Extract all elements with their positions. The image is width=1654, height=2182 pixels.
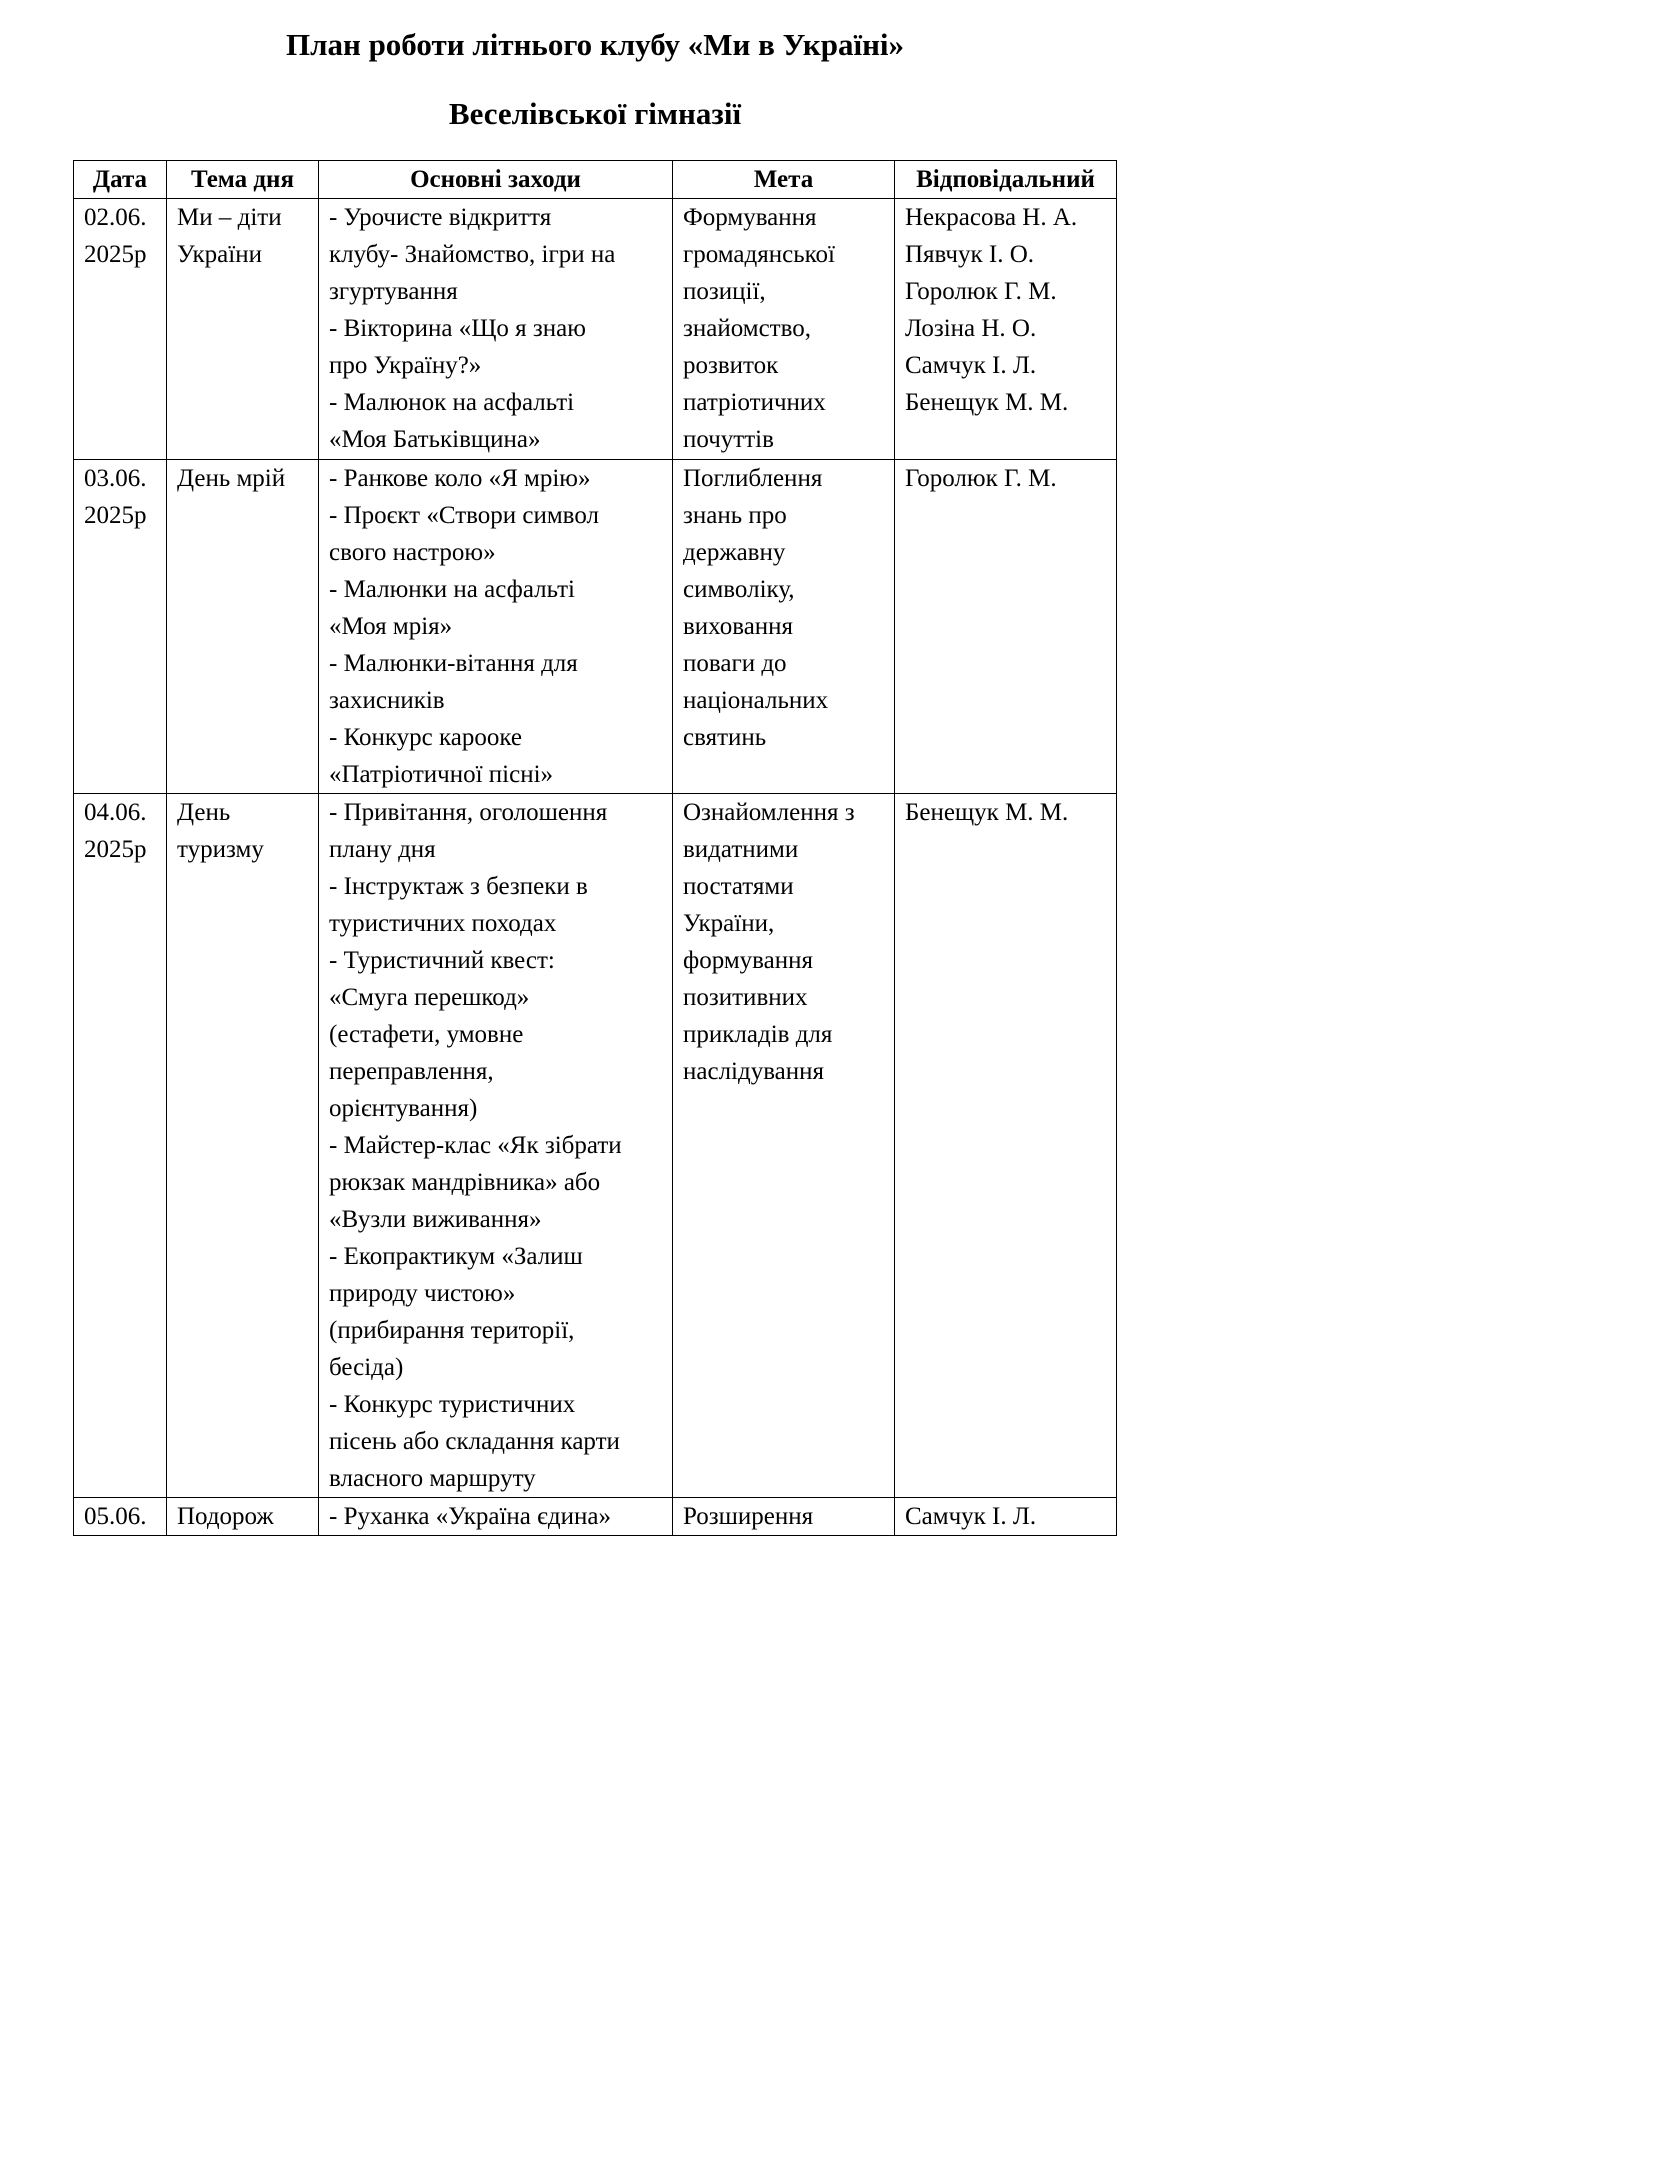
cell-goal-line: позитивних xyxy=(683,984,808,1011)
cell-events-line: - Конкурс карооке xyxy=(329,724,523,751)
cell-responsible xyxy=(895,199,1117,460)
cell-responsible-line: Некрасова Н. А. xyxy=(905,204,1078,231)
cell-date: 02.06. 2025р xyxy=(74,199,167,460)
cell-events xyxy=(319,1498,673,1536)
cell-events-line: «Патріотичної пісні» xyxy=(329,761,554,788)
cell-events-line: - Руханка «Україна єдина» xyxy=(329,1503,611,1530)
cell-events-line: - Урочисте відкриття xyxy=(329,204,552,231)
cell-responsible xyxy=(895,794,1117,1498)
header-theme: Тема дня xyxy=(167,161,319,199)
cell-events-line: - Конкурс туристичних xyxy=(329,1391,576,1418)
cell-goal-line: поваги до xyxy=(683,650,787,677)
cell-events-line: - Екопрактикум «Залиш xyxy=(329,1243,583,1270)
table-header-row xyxy=(74,161,1117,199)
cell-goal-line: державну xyxy=(683,539,786,566)
cell-goal-line: святинь xyxy=(683,724,767,751)
cell-events xyxy=(319,199,673,460)
cell-responsible xyxy=(895,460,1117,794)
cell-events-line: рюкзак мандрівника» або xyxy=(329,1169,601,1196)
cell-responsible-line: Самчук І. Л. xyxy=(905,352,1037,379)
cell-goal-line: прикладів для xyxy=(683,1021,833,1048)
cell-theme: День мрій xyxy=(167,460,319,794)
cell-events-line: власного маршруту xyxy=(329,1465,536,1492)
cell-goal-line: видатними xyxy=(683,836,799,863)
header-goal: Мета xyxy=(673,161,895,199)
cell-date: 03.06. 2025р xyxy=(74,460,167,794)
cell-goal-line: патріотичних xyxy=(683,389,826,416)
cell-events-line: - Малюнок на асфальті xyxy=(329,389,575,416)
header-events: Основні заходи xyxy=(319,161,673,199)
cell-goal-line: знайомство, xyxy=(683,315,811,342)
cell-responsible-line: Горолюк Г. М. xyxy=(905,278,1057,305)
cell-events-line: «Моя мрія» xyxy=(329,613,453,640)
cell-goal-line: Поглиблення xyxy=(683,465,823,492)
cell-events-line: пісень або складання карти xyxy=(329,1428,620,1455)
cell-goal-line: постатями xyxy=(683,873,794,900)
document-subtitle: Веселівської гімназії xyxy=(448,96,742,131)
cell-theme: Подорож xyxy=(167,1498,319,1536)
cell-events-line: (прибирання території, xyxy=(329,1317,575,1344)
cell-goal-line: формування xyxy=(683,947,813,974)
cell-events-line: орієнтування) xyxy=(329,1095,478,1122)
cell-theme: Ми – діти України xyxy=(167,199,319,460)
cell-events-line: - Малюнки-вітання для xyxy=(329,650,578,677)
cell-goal-line: виховання xyxy=(683,613,794,640)
cell-events-line: - Інструктаж з безпеки в xyxy=(329,873,588,900)
cell-events-line: переправлення, xyxy=(329,1058,494,1085)
cell-goal xyxy=(673,199,895,460)
cell-goal-line: знань про xyxy=(683,502,787,529)
cell-events-line: природу чистою» xyxy=(329,1280,516,1307)
cell-events-line: згуртування xyxy=(329,278,458,305)
table-row xyxy=(74,199,1117,460)
cell-goal xyxy=(673,1498,895,1536)
cell-events-line: «Смуга перешкод» xyxy=(329,984,530,1011)
cell-goal-line: наслідування xyxy=(683,1058,825,1085)
table-row xyxy=(74,794,1117,1498)
cell-events-line: - Ранкове коло «Я мрію» xyxy=(329,465,591,492)
table-row xyxy=(74,1498,1117,1536)
cell-goal xyxy=(673,460,895,794)
cell-events-line: про Україну?» xyxy=(329,352,482,379)
cell-goal-line: розвиток xyxy=(683,352,779,379)
cell-goal-line: України, xyxy=(683,910,775,937)
cell-goal-line: почуттів xyxy=(683,426,774,453)
cell-events-line: туристичних походах xyxy=(329,910,557,937)
cell-events xyxy=(319,460,673,794)
cell-events-line: (естафети, умовне xyxy=(329,1021,524,1048)
cell-responsible-line: Бенещук М. М. xyxy=(905,389,1069,416)
cell-events-line: свого настрою» xyxy=(329,539,496,566)
cell-date: 04.06. 2025р xyxy=(74,794,167,1498)
cell-goal-line: позиції, xyxy=(683,278,766,305)
cell-events-line: «Моя Батьківщина» xyxy=(329,426,541,453)
cell-events-line: - Привітання, оголошення xyxy=(329,799,608,826)
cell-events-line: плану дня xyxy=(329,836,436,863)
cell-events-line: - Туристичний квест: xyxy=(329,947,555,974)
cell-events-line: бесіда) xyxy=(329,1354,404,1381)
cell-goal-line: Формування xyxy=(683,204,817,231)
table-header xyxy=(74,161,1117,199)
cell-date: 05.06. xyxy=(74,1498,167,1536)
cell-responsible xyxy=(895,1498,1117,1536)
cell-goal-line: громадянської xyxy=(683,241,835,268)
cell-events-line: - Малюнки на асфальті xyxy=(329,576,575,603)
cell-responsible-line: Самчук І. Л. xyxy=(905,1503,1037,1530)
cell-responsible-line: Бенещук М. М. xyxy=(905,799,1069,826)
cell-goal-line: Ознайомлення з xyxy=(683,799,855,826)
cell-responsible-line: Лозіна Н. О. xyxy=(905,315,1037,342)
cell-events-line: - Проєкт «Створи символ xyxy=(329,502,599,529)
cell-goal xyxy=(673,794,895,1498)
header-date: Дата xyxy=(74,161,167,199)
document-title: План роботи літнього клубу «Ми в Україні» xyxy=(285,27,905,62)
cell-events-line: «Вузли виживання» xyxy=(329,1206,542,1233)
cell-events-line: клубу- Знайомство, ігри на xyxy=(329,241,616,268)
cell-responsible-line: Пявчук І. О. xyxy=(905,241,1035,268)
cell-goal-line: символіку, xyxy=(683,576,795,603)
cell-responsible-line: Горолюк Г. М. xyxy=(905,465,1057,492)
cell-goal-line: Розширення xyxy=(683,1503,814,1530)
cell-goal-line: національних xyxy=(683,687,829,714)
cell-events-line: - Вікторина «Що я знаю xyxy=(329,315,586,342)
plan-table xyxy=(73,160,1117,1536)
table-body xyxy=(74,199,1117,1536)
cell-events-line: захисників xyxy=(329,687,445,714)
table-row xyxy=(74,460,1117,794)
cell-theme: День туризму xyxy=(167,794,319,1498)
cell-events xyxy=(319,794,673,1498)
header-responsible: Відповідальний xyxy=(895,161,1117,199)
cell-events-line: - Майстер-клас «Як зібрати xyxy=(329,1132,622,1159)
